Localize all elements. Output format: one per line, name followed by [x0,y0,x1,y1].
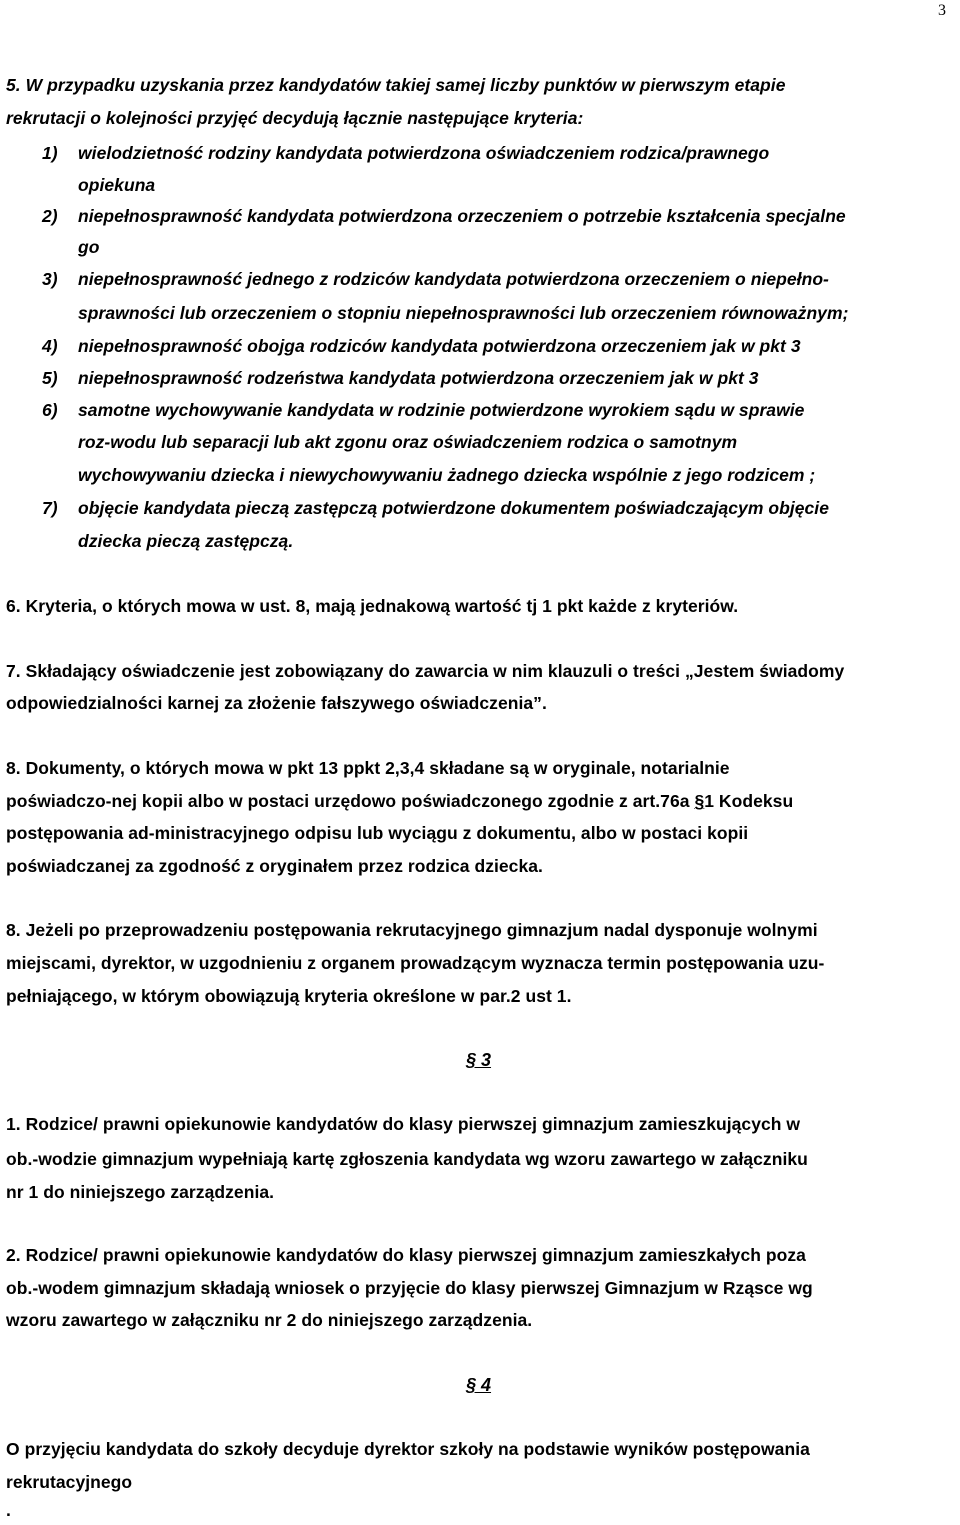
item5-intro-line-1: 5. W przypadku uzyskania przez kandydatów takiej samej liczby punktów w pierwszym etapie [6,75,786,95]
section-4-heading: § 4 [466,1375,492,1395]
item8a-line-3: postępowania ad-ministracyjnego odpisu lub wyciągu z dokumentu, albo w postaci kopii [6,823,749,843]
item8a-line-2 [6,791,793,812]
criterion-number: 5) [42,368,58,388]
item7-line-1: 7. Składający oświadczenie jest zobowiązany do zawarcia w nim klauzuli o treści „Jestem świadomy [6,661,845,681]
item8b-line-3: pełniającego, w którym obowiązują kryteria określone w par.2 ust 1. [6,986,572,1006]
criterion-text: opiekuna [78,175,156,195]
item6-text: 6. Kryteria, o których mowa w ust. 8, mają jednakową wartość tj 1 pkt każde z kryteriów. [6,596,739,616]
criterion-text: go [78,237,100,257]
s3-item2-line-3: wzoru zawartego w załączniku nr 2 do niniejszego zarządzenia. [6,1310,533,1330]
section-3-heading: § 3 [466,1050,492,1070]
item8a-line-2-text: poświadczo-nej kopii albo w postaci urzędowo poświadczonego zgodnie z art.76a [6,791,695,811]
criterion-number: 1) [42,143,58,163]
item8b-line-2: miejscami, dyrektor, w uzgodnieniu z organem prowadzącym wyznacza termin postępowania uzu- [6,953,825,973]
s3-item1-line-2: ob.-wodzie gimnazjum wypełniają kartę zgłoszenia kandydata wg wzoru zawartego w załączniku [6,1149,808,1169]
criterion-text: objęcie kandydata pieczą zastępczą potwierdzone dokumentem poświadczającym objęcie [78,498,830,518]
criterion-number: 2) [42,206,58,226]
item8a-line-4: poświadczanej za zgodność z oryginałem przez rodzica dziecka. [6,856,543,876]
criterion-text: wychowywaniu dziecka i niewychowywaniu żadnego dziecka wspólnie z jego rodzicem ; [78,465,816,485]
s4-line-3: . [6,1500,11,1520]
criterion-number: 7) [42,498,58,518]
criterion-text: niepełnosprawność rodzeństwa kandydata potwierdzona orzeczeniem jak w pkt 3 [78,368,759,388]
criterion-number: 3) [42,269,58,289]
criterion-text: dziecka pieczą zastępczą. [78,531,294,551]
criterion-text: sprawności lub orzeczeniem o stopniu niepełnosprawności lub orzeczeniem równoważnym; [78,303,849,323]
item8b-line-1: 8. Jeżeli po przeprowadzeniu postępowania rekrutacyjnego gimnazjum nadal dysponuje wolnymi [6,920,818,940]
s3-item2-line-1: 2. Rodzice/ prawni opiekunowie kandydatów do klasy pierwszej gimnazjum zamieszkałych poza [6,1245,806,1265]
criterion-text: niepełnosprawność jednego z rodziców kandydata potwierdzona orzeczeniem o niepełno- [78,269,829,289]
criterion-text: niepełnosprawność obojga rodziców kandydata potwierdzona orzeczeniem jak w pkt 3 [78,336,801,356]
item7-line-2: odpowiedzialności karnej za złożenie fałszywego oświadczenia”. [6,693,547,713]
s3-item1-line-1: 1. Rodzice/ prawni opiekunowie kandydatów do klasy pierwszej gimnazjum zamieszkujących w [6,1114,801,1134]
criterion-text: niepełnosprawność kandydata potwierdzona orzeczeniem o potrzebie kształcenia specjalne [78,206,846,226]
s4-line-1: O przyjęciu kandydata do szkoły decyduje dyrektor szkoły na podstawie wyników postępowania [6,1439,810,1459]
criterion-text: samotne wychowywanie kandydata w rodzinie potwierdzone wyrokiem sądu w sprawie [78,400,805,420]
s3-item2-line-2: ob.-wodem gimnazjum składają wniosek o przyjęcie do klasy pierwszej Gimnazjum w Rząsce wg [6,1278,813,1298]
item8a-line-2-tail: 1 Kodeksu [704,791,794,811]
criterion-number: 4) [42,336,58,356]
item5-intro-line-2: rekrutacji o kolejności przyjęć decydują łącznie następujące kryteria: [6,108,584,128]
criterion-text: wielodzietność rodziny kandydata potwierdzona oświadczeniem rodzica/prawnego [78,143,770,163]
item8a-line-1: 8. Dokumenty, o których mowa w pkt 13 ppkt 2,3,4 składane są w oryginale, notarialnie [6,758,730,778]
page-number: 3 [938,2,946,19]
s3-item1-line-3: nr 1 do niniejszego zarządzenia. [6,1182,275,1202]
criterion-number: 6) [42,400,58,420]
s4-line-2: rekrutacyjnego [6,1472,133,1492]
section-sign: § [694,791,705,811]
criterion-text: roz-wodu lub separacji lub akt zgonu oraz oświadczeniem rodzica o samotnym [78,432,738,452]
